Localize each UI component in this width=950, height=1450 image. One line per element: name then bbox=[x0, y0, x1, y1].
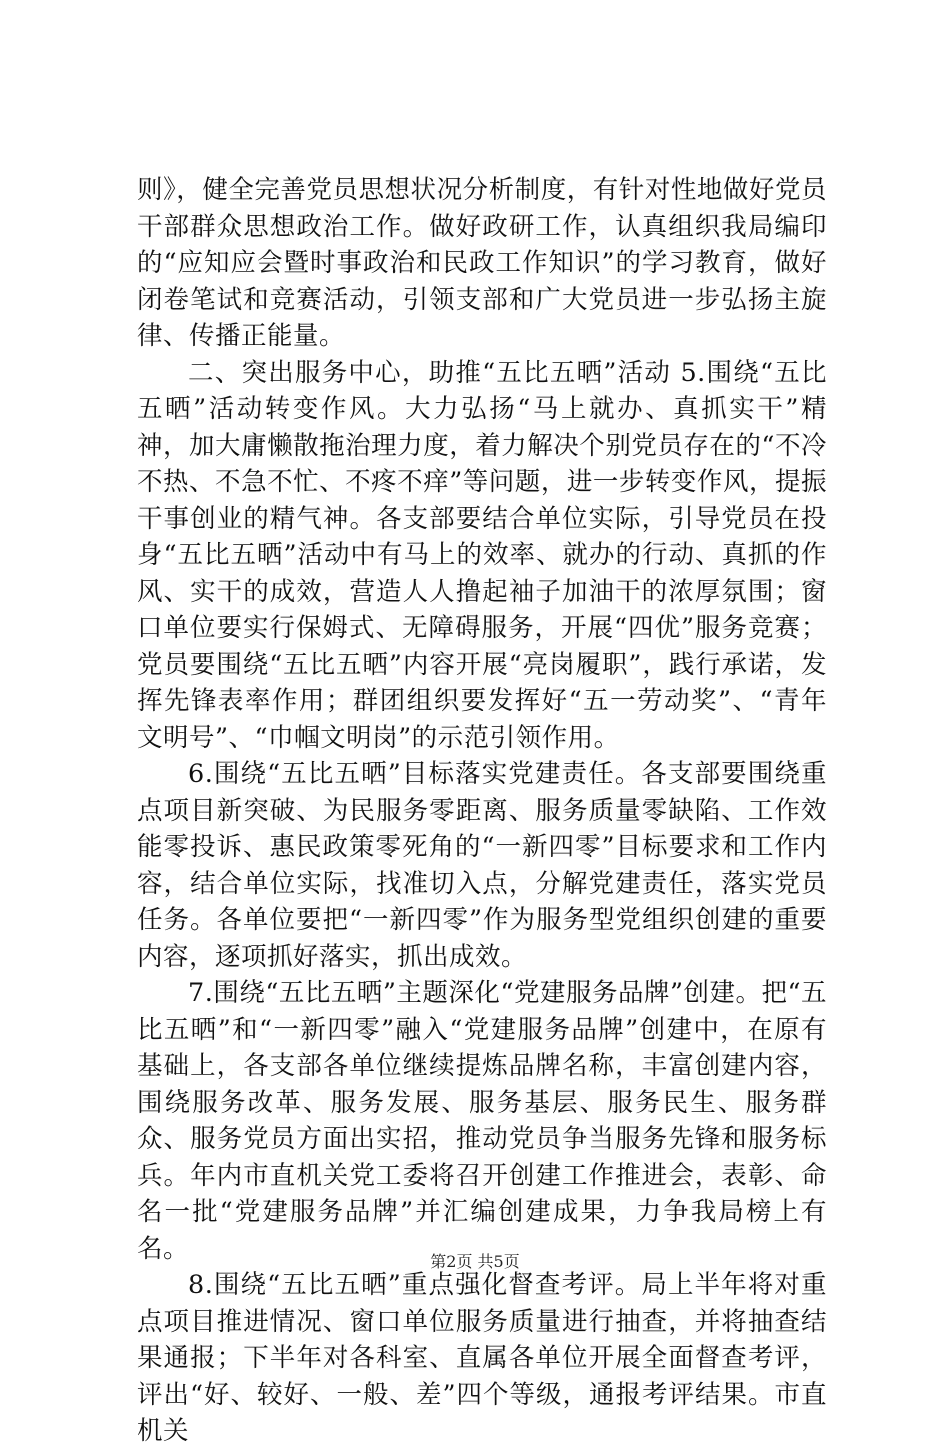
paragraph-3: 6.围绕“五比五晒”目标落实党建责任。各支部要围绕重点项目新突破、为民服务零距离、服务质量零缺陷、工作效能零投诉、惠民政策零死角的“一新四零”目标要求和工作内容，结合单位实际，找准切入点，分解党建责任，落实党员任务。各单位要把“一新四零”作为服务型党组织创建的重要内容，逐项抓好落实，抓出成效。 bbox=[137, 759, 827, 972]
paragraph-1: 则》，健全完善党员思想状况分析制度，有针对性地做好党员干部群众思想政治工作。做好政研工作，认真组织我局编印的“应知应会暨时事政治和民政工作知识”的学习教育，做好闭卷笔试和竞赛活动，引领支部和广大党员进一步弘扬主旋律、传播正能量。 bbox=[137, 175, 827, 351]
page-footer: 第2页 共5页 bbox=[430, 1252, 520, 1271]
paragraph-5: 8.围绕“五比五晒”重点强化督查考评。局上半年将对重点项目推进情况、窗口单位服务质量进行抽查，并将抽查结果通报；下半年对各科室、直属各单位开展全面督查考评，评出“好、较好、一般、差”四个等级，通报考评结果。市直机关 bbox=[137, 1270, 827, 1446]
paragraph-2: 二、突出服务中心，助推“五比五晒”活动 5.围绕“五比五晒”活动转变作风。大力弘扬“马上就办、真抓实干”精神，加大庸懒散拖治理力度，着力解决个别党员存在的“不冷不热、不急不忙、不疼不痒”等问题，进一步转变作风，提振干事创业的精气神。各支部要结合单位实际，引导党员在投身“五比五晒”活动中有马上的效率、就办的行动、真抓的作风、实干的成效，营造人人撸起袖子加油干的浓厚氛围；窗口单位要实行保姆式、无障碍服务，开展“四优”服务竞赛；党员要围绕“五比五晒”内容开展“亮岗履职”，践行承诺，发挥先锋表率作用；群团组织要发挥好“五一劳动奖”、“青年文明号”、“巾帼文明岗”的示范引领作用。 bbox=[137, 357, 827, 753]
paragraph-4: 7.围绕“五比五晒”主题深化“党建服务品牌”创建。把“五比五晒”和“一新四零”融入“党建服务品牌”创建中，在原有基础上，各支部各单位继续提炼品牌名称，丰富创建内容，围绕服务改革、服务发展、服务基层、服务民生、服务群众、服务党员方面出实招，推动党员争当服务先锋和服务标兵。年内市直机关党工委将召开创建工作推进会，表彰、命名一批“党建服务品牌”并汇编创建成果，力争我局榜上有名。 bbox=[137, 978, 828, 1264]
